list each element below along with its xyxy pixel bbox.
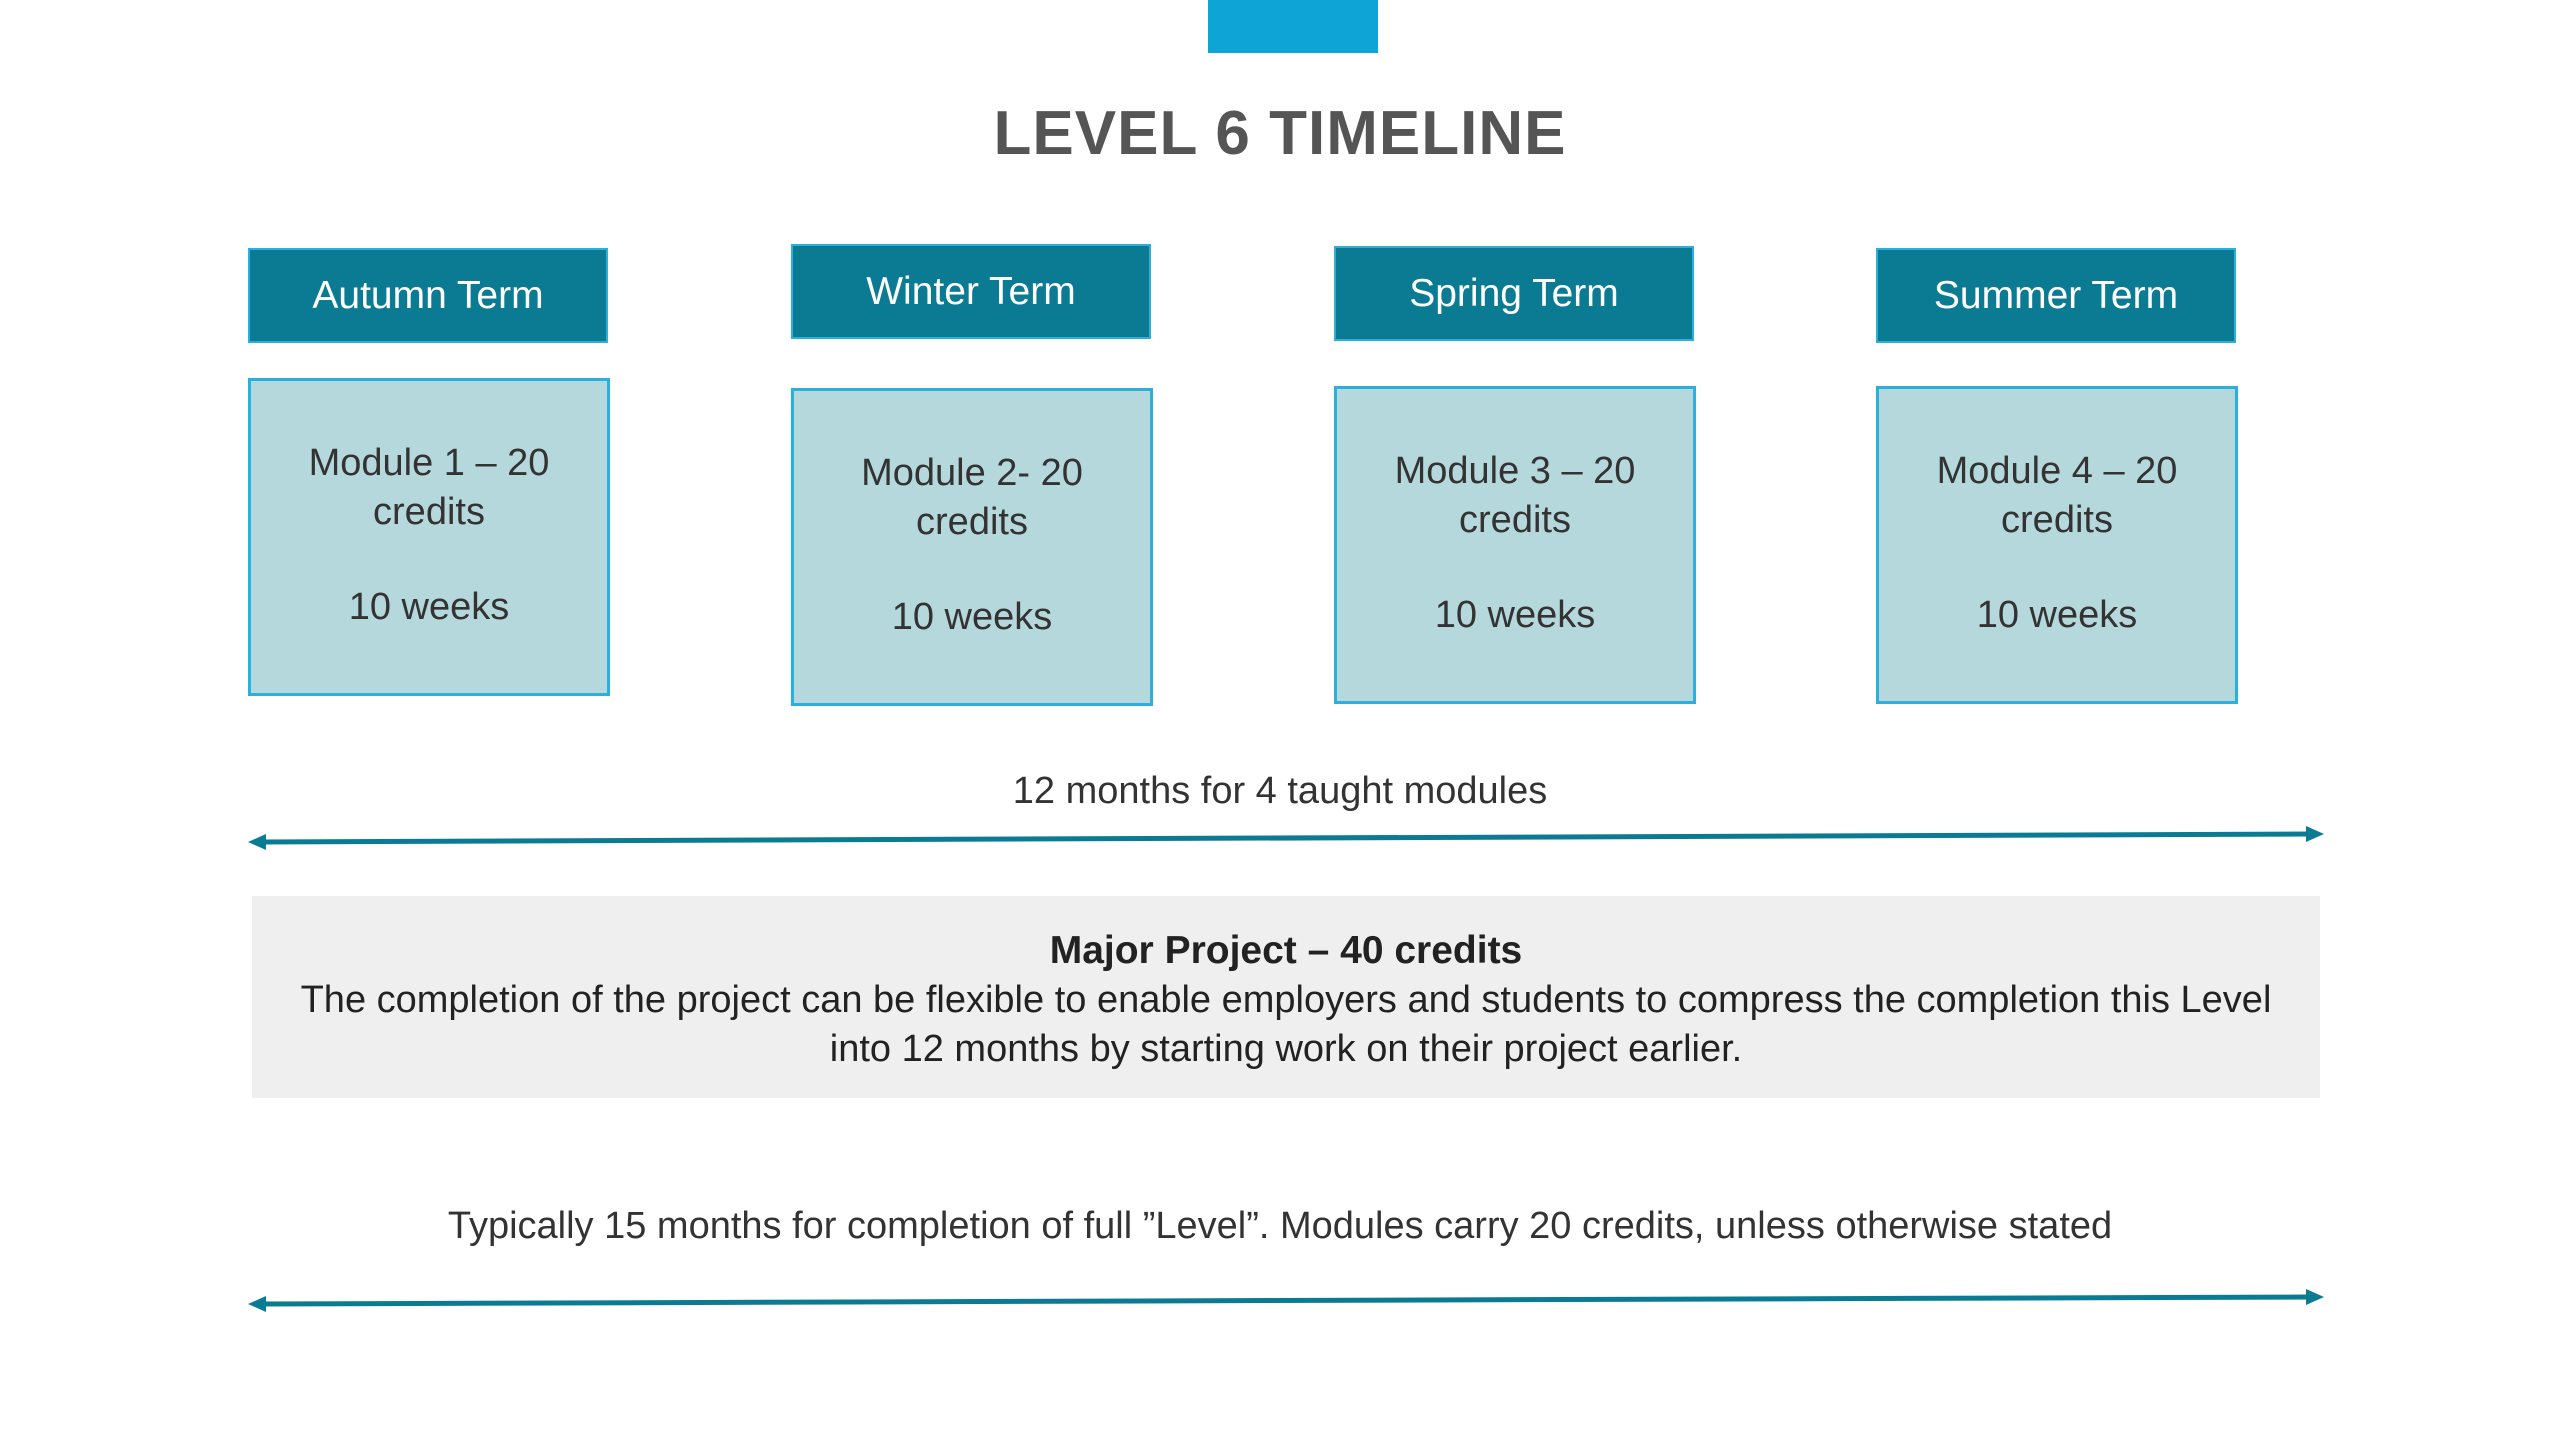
taught-span-label: 12 months for 4 taught modules (1012, 770, 1548, 812)
term-header-spring: Spring Term (1334, 246, 1694, 341)
project-description: The completion of the project can be flexible to enable employers and students to compress the completion this Level into 12 months by starting work on their project earlier. (300, 979, 2272, 1070)
accent-tab (1208, 0, 1378, 53)
module-duration: 10 weeks (1434, 594, 1596, 636)
module-box-3 (1334, 386, 1696, 704)
major-project-panel (252, 896, 2320, 1098)
module-box-4 (1876, 386, 2238, 704)
module-box-1 (248, 378, 610, 696)
module-duration: 10 weeks (348, 586, 510, 628)
term-header-winter: Winter Term (791, 244, 1151, 339)
term-header-summer: Summer Term (1876, 248, 2236, 343)
slide-title: LEVEL 6 TIMELINE (993, 99, 1567, 168)
taught-span-arrow (248, 820, 2324, 850)
module-name: Module 3 – 20 credits (1394, 450, 1636, 541)
project-title: Major Project – 40 credits (1049, 929, 1523, 972)
full-span-arrow (248, 1282, 2324, 1312)
module-box-2 (791, 388, 1153, 706)
full-span-label: Typically 15 months for completion of full ”Level”. Modules carry 20 credits, unless otherwise stated (447, 1205, 2113, 1247)
module-name: Module 2- 20 credits (861, 452, 1083, 543)
term-header-autumn: Autumn Term (248, 248, 608, 343)
module-duration: 10 weeks (891, 596, 1053, 638)
module-name: Module 1 – 20 credits (308, 442, 550, 533)
module-duration: 10 weeks (1976, 594, 2138, 636)
module-name: Module 4 – 20 credits (1936, 450, 2178, 541)
